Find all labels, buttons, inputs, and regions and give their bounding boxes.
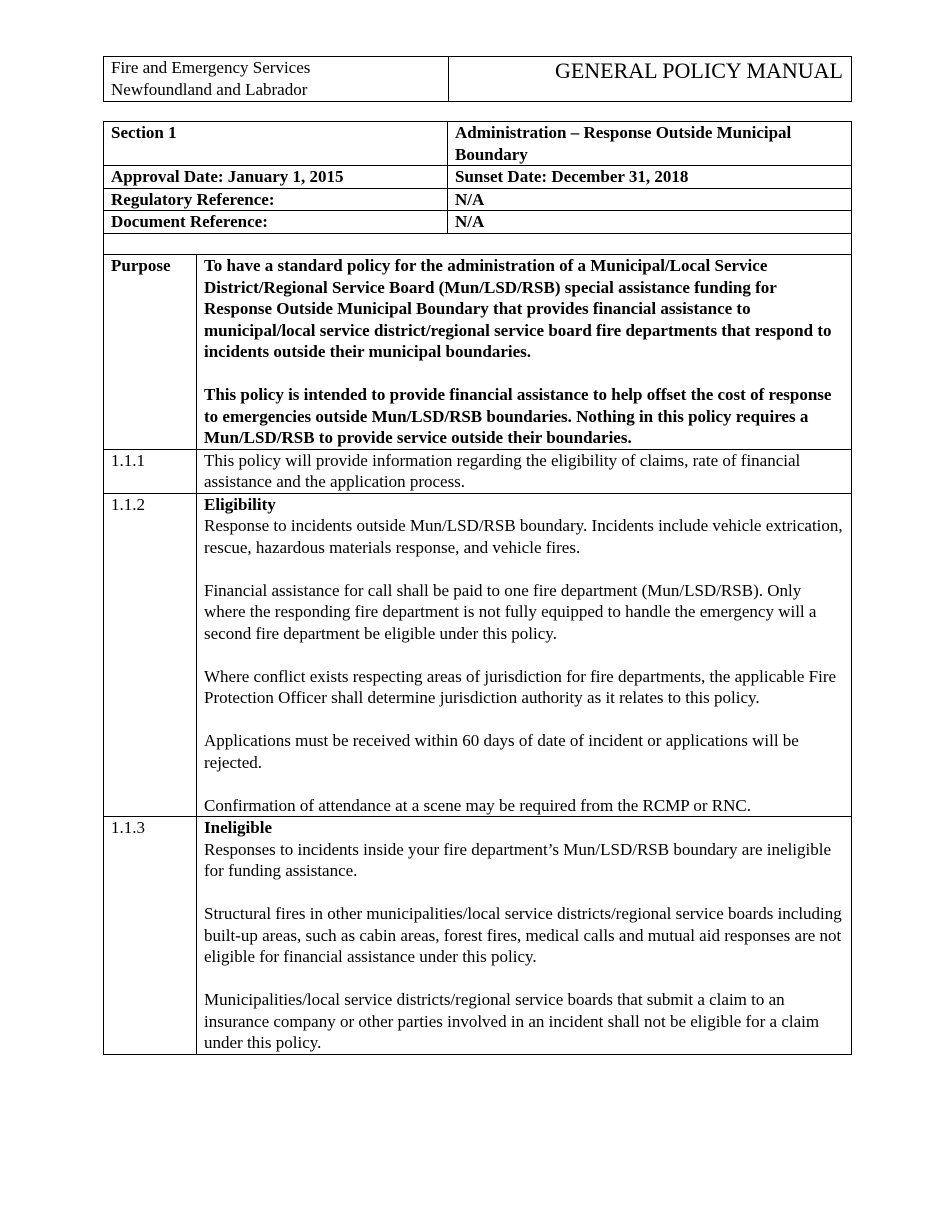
document-header: [103, 56, 852, 102]
sunset-date: Sunset Date: December 31, 2018: [448, 166, 852, 189]
section-paragraph: Municipalities/local service districts/regional service boards that submit a claim to an insurance company or other parties involved in an incident shall not be eligible for a claim under this policy.: [204, 990, 820, 1052]
purpose-row: [104, 255, 852, 450]
policy-metadata-table: [103, 121, 852, 255]
section-row-1-1-2: [104, 493, 852, 817]
regulatory-reference-label: Regulatory Reference:: [104, 188, 448, 211]
document-reference-value: N/A: [448, 211, 852, 234]
regulatory-reference-value: N/A: [448, 188, 852, 211]
section-heading: Eligibility: [204, 494, 276, 514]
section-paragraph: This policy will provide information regarding the eligibility of claims, rate of financial assistance and the application process.: [204, 450, 801, 491]
document-reference-label: Document Reference:: [104, 211, 448, 234]
section-row-1-1-3: [104, 817, 852, 1055]
section-heading: Ineligible: [204, 818, 273, 837]
policy-title: Administration – Response Outside Municipal Boundary: [448, 122, 852, 166]
section-number: 1.1.1: [104, 449, 197, 493]
section-paragraph: Financial assistance for call shall be paid to one fire department (Mun/LSD/RSB). Only where the responding fire department is not fully equipped to handle the emergency will a second fire department be eligible under this policy.: [204, 580, 817, 643]
section-paragraph: Responses to incidents inside your fire department’s Mun/LSD/RSB boundary are ineligible for funding assistance.: [204, 839, 832, 880]
organization-name: [104, 57, 449, 102]
section-content: [197, 817, 852, 1055]
section-paragraph: Applications must be received within 60 days of date of incident or applications will be rejected.: [204, 731, 799, 772]
manual-title: GENERAL POLICY MANUAL: [449, 57, 852, 102]
section-paragraph: Where conflict exists respecting areas of jurisdiction for fire departments, the applicable Fire Protection Officer shall determine jurisdiction authority as it relates to this policy.: [204, 666, 837, 707]
org-line-2: Newfoundland and Labrador: [111, 79, 308, 99]
policy-body-table: [103, 254, 852, 1055]
section-paragraph: Structural fires in other municipalities/local service districts/regional service boards including built-up areas, such as cabin areas, forest fires, medical calls and mutual aid responses are not eligible for financial assistance under this policy.: [204, 904, 842, 966]
section-content: [197, 449, 852, 493]
section-row-1-1-1: [104, 449, 852, 493]
section-paragraph: Confirmation of attendance at a scene may be required from the RCMP or RNC.: [204, 795, 751, 815]
section-number: 1.1.3: [104, 817, 197, 1055]
purpose-label: Purpose: [104, 255, 197, 450]
org-line-1: Fire and Emergency Services: [111, 58, 311, 77]
purpose-paragraph-1: To have a standard policy for the administration of a Municipal/Local Service District/Regional Service Board (Mun/LSD/RSB) special assistance funding for Response Outside Municipal Boundary that provides financial assistance to municipal/local service district/regional service board fire departments that respond to incidents outside their municipal boundaries.: [204, 256, 832, 361]
section-label: Section 1: [104, 122, 448, 166]
purpose-content: [197, 255, 852, 450]
approval-date: Approval Date: January 1, 2015: [104, 166, 448, 189]
spacer-row: [104, 233, 852, 254]
purpose-paragraph-2: This policy is intended to provide financial assistance to help offset the cost of response to emergencies outside Mun/LSD/RSB boundaries. Nothing in this policy requires a Mun/LSD/RSB to provide service outside their boundaries.: [204, 385, 832, 447]
section-content: [197, 493, 852, 817]
section-paragraph: Response to incidents outside Mun/LSD/RSB boundary. Incidents include vehicle extrication, rescue, hazardous materials response, and vehicle fires.: [204, 516, 843, 557]
section-number: 1.1.2: [104, 493, 197, 817]
